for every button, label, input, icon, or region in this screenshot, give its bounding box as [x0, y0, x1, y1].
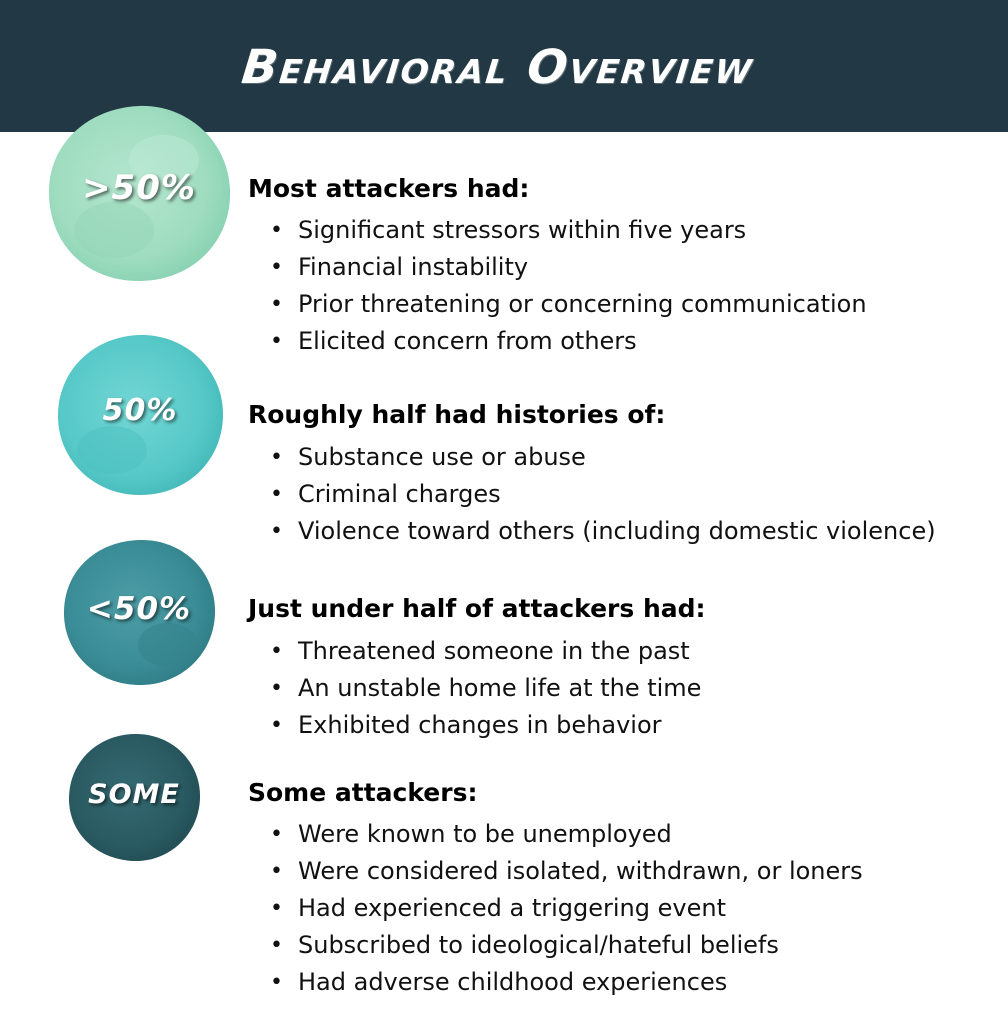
bullet-icon: •: [270, 482, 283, 507]
bullet-icon: •: [270, 445, 283, 470]
section-some: [248, 778, 863, 1001]
bullet-icon: •: [270, 676, 283, 701]
section-heading: Most attackers had:: [248, 174, 530, 203]
bullet-list: [248, 633, 706, 744]
list-item: • Were known to be unemployed: [248, 816, 863, 853]
bullet-icon: •: [270, 255, 283, 280]
list-item: • Had adverse childhood experiences: [248, 964, 863, 1001]
bullet-icon: •: [270, 713, 283, 738]
badge-label: 50%: [102, 392, 178, 428]
section-under-half: [248, 594, 706, 744]
list-item: • Were considered isolated, withdrawn, or loners: [248, 853, 863, 890]
section-over-half: [248, 174, 867, 360]
list-item: • An unstable home life at the time: [248, 670, 706, 707]
page-title: Behavioral Overview: [239, 40, 757, 95]
bullet-list: [248, 816, 863, 1001]
badge-some: [64, 730, 204, 865]
bullet-icon: •: [270, 639, 283, 664]
section-heading: Just under half of attackers had:: [248, 594, 706, 623]
list-item: • Had experienced a triggering event: [248, 890, 863, 927]
bullet-list: [248, 212, 867, 360]
list-item: • Exhibited changes in behavior: [248, 707, 706, 744]
section-heading: Roughly half had histories of:: [248, 400, 666, 429]
badge-half: [52, 330, 228, 500]
list-item: • Elicited concern from others: [248, 323, 867, 360]
bullet-icon: •: [270, 822, 283, 847]
badge-label: >50%: [82, 167, 196, 208]
badge-label: SOME: [88, 779, 180, 810]
list-item: • Threatened someone in the past: [248, 633, 706, 670]
list-item: • Substance use or abuse: [248, 439, 936, 476]
list-item: • Violence toward others (including domestic violence): [248, 513, 936, 550]
bullet-icon: •: [270, 292, 283, 317]
list-item: • Criminal charges: [248, 476, 936, 513]
badge-label: <50%: [86, 590, 192, 627]
bullet-icon: •: [270, 218, 283, 243]
bullet-icon: •: [270, 519, 283, 544]
bullet-icon: •: [270, 896, 283, 921]
badge-under-half: [58, 535, 220, 690]
bullet-list: [248, 439, 936, 550]
section-half: [248, 400, 936, 550]
bullet-icon: •: [270, 933, 283, 958]
list-item: • Prior threatening or concerning communication: [248, 286, 867, 323]
list-item: • Financial instability: [248, 249, 867, 286]
list-item: • Significant stressors within five years: [248, 212, 867, 249]
bullet-icon: •: [270, 329, 283, 354]
badge-over-half: [44, 100, 234, 285]
list-item: • Subscribed to ideological/hateful beliefs: [248, 927, 863, 964]
section-heading: Some attackers:: [248, 778, 478, 807]
bullet-icon: •: [270, 970, 283, 995]
bullet-icon: •: [270, 859, 283, 884]
